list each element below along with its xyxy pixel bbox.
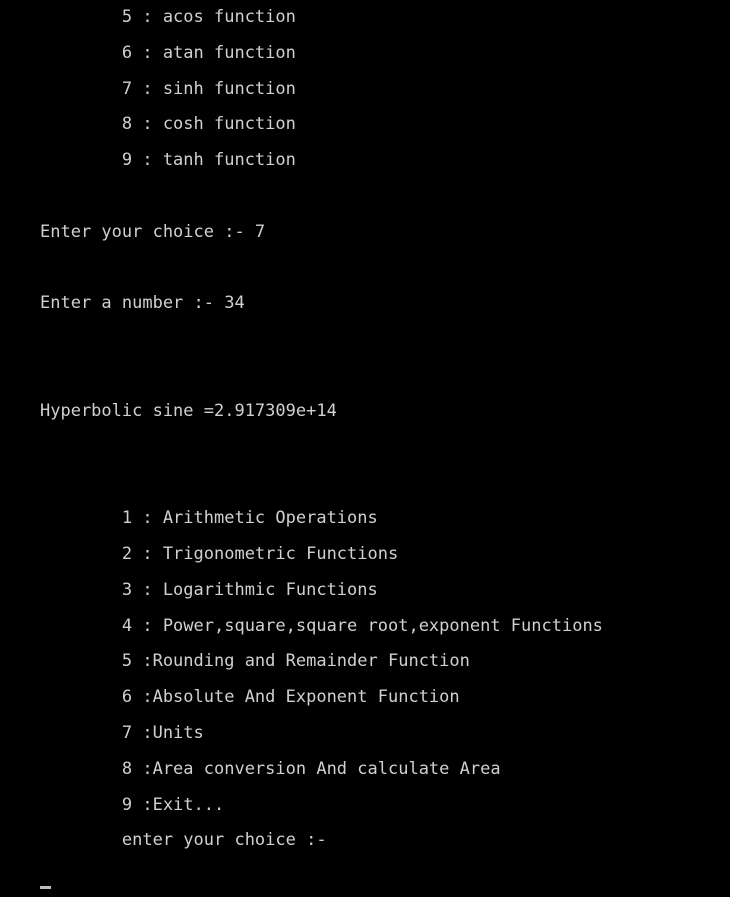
terminal-line: Hyperbolic sine =2.917309e+14 (40, 400, 337, 421)
terminal-line (0, 322, 730, 358)
terminal-line (0, 430, 730, 466)
terminal-line: 2 : Trigonometric Functions (40, 543, 399, 564)
terminal-line: 4 : Power,square,square root,exponent Functions (40, 615, 603, 636)
terminal-line: 7 : sinh function (40, 78, 296, 99)
terminal-cursor (40, 886, 51, 889)
terminal-line (0, 179, 730, 215)
terminal-line: Enter a number :- 34 (40, 293, 245, 314)
terminal-line: 6 : atan function (40, 42, 296, 63)
terminal-line (0, 358, 730, 394)
terminal-line: 8 :Area conversion And calculate Area (40, 758, 501, 779)
terminal-line (0, 465, 730, 501)
terminal-line: 5 :Rounding and Remainder Function (40, 651, 470, 672)
terminal-line: 9 :Exit... (40, 794, 225, 815)
terminal-line: 7 :Units (40, 722, 204, 743)
terminal-line: 9 : tanh function (40, 150, 296, 171)
terminal-line: 6 :Absolute And Exponent Function (40, 687, 460, 708)
terminal-line: 8 : cosh function (40, 114, 296, 135)
terminal-line: 1 : Arithmetic Operations (40, 508, 378, 529)
terminal-line: Enter your choice :- 7 (40, 221, 266, 242)
terminal-line (0, 251, 730, 287)
terminal-line: enter your choice :- (40, 830, 327, 851)
terminal-line: 5 : acos function (40, 7, 296, 27)
terminal-line: 3 : Logarithmic Functions (40, 579, 378, 600)
